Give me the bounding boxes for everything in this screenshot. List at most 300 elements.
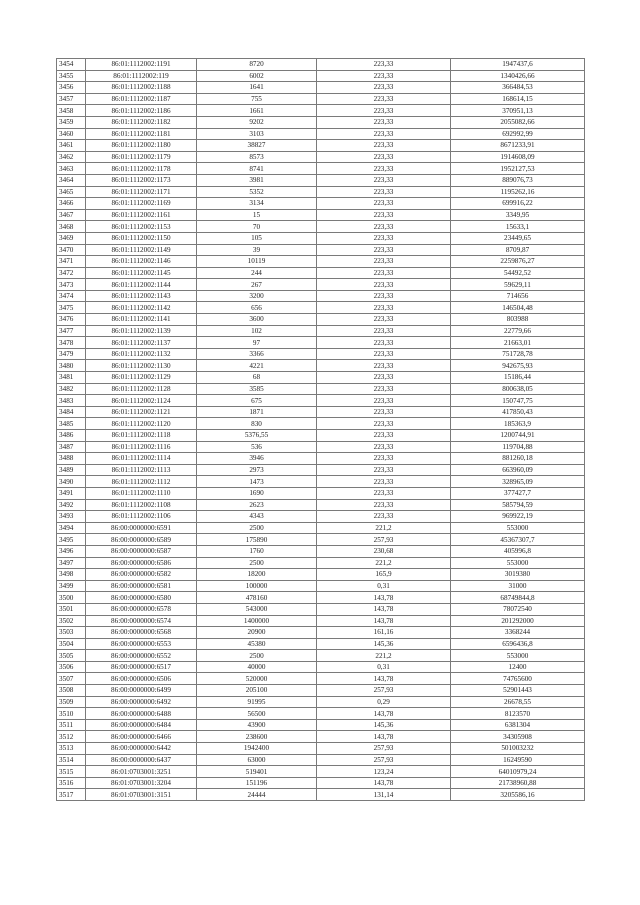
value-cell: 3349,95 [451,209,585,221]
area-cell: 3200 [197,290,317,302]
area-cell: 1661 [197,105,317,117]
table-row [57,580,585,592]
row-number-cell: 3469 [57,232,86,244]
rate-cell: 223,33 [317,209,451,221]
row-number-cell: 3493 [57,511,86,523]
cadastral-number-cell: 86:01:0703001:3151 [86,789,197,801]
cadastral-number-cell: 86:01:1112002:1121 [86,406,197,418]
value-cell: 366484,53 [451,82,585,94]
rate-cell: 221,2 [317,557,451,569]
table-row [57,198,585,210]
cadastral-number-cell: 86:00:0000000:6591 [86,522,197,534]
rate-cell: 143,78 [317,615,451,627]
area-cell: 100000 [197,580,317,592]
table-row [57,256,585,268]
table-row [57,337,585,349]
value-cell: 8709,87 [451,244,585,256]
cadastral-number-cell: 86:01:1112002:1171 [86,186,197,198]
cadastral-number-cell: 86:01:1112002:1161 [86,209,197,221]
table-row [57,163,585,175]
area-cell: 3366 [197,348,317,360]
area-cell: 478160 [197,592,317,604]
value-cell: 59629,11 [451,279,585,291]
rate-cell: 221,2 [317,650,451,662]
area-cell: 2500 [197,650,317,662]
table-row [57,603,585,615]
cadastral-number-cell: 86:01:1112002:1143 [86,290,197,302]
rate-cell: 223,33 [317,140,451,152]
cadastral-number-cell: 86:01:1112002:1141 [86,314,197,326]
cadastral-number-cell: 86:01:1112002:1188 [86,82,197,94]
value-cell: 699916,22 [451,198,585,210]
cadastral-number-cell: 86:00:0000000:6437 [86,754,197,766]
table-row [57,650,585,662]
rate-cell: 143,78 [317,673,451,685]
table-row [57,395,585,407]
area-cell: 56500 [197,708,317,720]
rate-cell: 223,33 [317,70,451,82]
area-cell: 43900 [197,719,317,731]
table-row [57,441,585,453]
row-number-cell: 3454 [57,59,86,71]
area-cell: 3600 [197,314,317,326]
value-cell: 881260,18 [451,453,585,465]
value-cell: 942675,93 [451,360,585,372]
cadastral-value-table [56,58,585,801]
table-row [57,186,585,198]
row-number-cell: 3492 [57,499,86,511]
value-cell: 1952127,53 [451,163,585,175]
value-cell: 6596436,8 [451,638,585,650]
rate-cell: 221,2 [317,522,451,534]
cadastral-number-cell: 86:01:1112002:1179 [86,151,197,163]
rate-cell: 143,78 [317,777,451,789]
cadastral-number-cell: 86:00:0000000:6578 [86,603,197,615]
cadastral-number-cell: 86:00:0000000:6442 [86,743,197,755]
rate-cell: 223,33 [317,430,451,442]
area-cell: 5352 [197,186,317,198]
area-cell: 1760 [197,545,317,557]
rate-cell: 223,33 [317,476,451,488]
table-row [57,487,585,499]
rate-cell: 223,33 [317,499,451,511]
cadastral-number-cell: 86:01:1112002:1130 [86,360,197,372]
table-row [57,406,585,418]
rate-cell: 223,33 [317,267,451,279]
area-cell: 3981 [197,174,317,186]
rate-cell: 257,93 [317,754,451,766]
area-cell: 3134 [197,198,317,210]
area-cell: 1871 [197,406,317,418]
table-row [57,615,585,627]
area-cell: 24444 [197,789,317,801]
row-number-cell: 3476 [57,314,86,326]
cadastral-number-cell: 86:00:0000000:6552 [86,650,197,662]
value-cell: 714656 [451,290,585,302]
table-row [57,430,585,442]
cadastral-number-cell: 86:01:1112002:1128 [86,383,197,395]
cadastral-number-cell: 86:01:1112002:1182 [86,116,197,128]
value-cell: 16249590 [451,754,585,766]
cadastral-number-cell: 86:01:1112002:1178 [86,163,197,175]
rate-cell: 223,33 [317,325,451,337]
value-cell: 377427,7 [451,487,585,499]
row-number-cell: 3491 [57,487,86,499]
value-cell: 8671233,91 [451,140,585,152]
cadastral-number-cell: 86:00:0000000:6582 [86,569,197,581]
value-cell: 74765600 [451,673,585,685]
area-cell: 91995 [197,696,317,708]
value-cell: 22779,66 [451,325,585,337]
table-row [57,116,585,128]
area-cell: 175890 [197,534,317,546]
table-row [57,279,585,291]
rate-cell: 223,33 [317,372,451,384]
area-cell: 1473 [197,476,317,488]
row-number-cell: 3471 [57,256,86,268]
rate-cell: 131,14 [317,789,451,801]
value-cell: 751728,78 [451,348,585,360]
row-number-cell: 3463 [57,163,86,175]
area-cell: 102 [197,325,317,337]
rate-cell: 223,33 [317,406,451,418]
rate-cell: 230,68 [317,545,451,557]
rate-cell: 257,93 [317,685,451,697]
table-row [57,360,585,372]
table-row [57,569,585,581]
value-cell: 21663,01 [451,337,585,349]
rate-cell: 143,78 [317,603,451,615]
cadastral-number-cell: 86:01:0703001:3204 [86,777,197,789]
area-cell: 3946 [197,453,317,465]
row-number-cell: 3483 [57,395,86,407]
value-cell: 1195262,16 [451,186,585,198]
area-cell: 2500 [197,557,317,569]
area-cell: 8741 [197,163,317,175]
rate-cell: 223,33 [317,360,451,372]
table-row [57,708,585,720]
area-cell: 244 [197,267,317,279]
cadastral-number-cell: 86:01:1112002:1186 [86,105,197,117]
table-row [57,534,585,546]
value-cell: 150747,75 [451,395,585,407]
area-cell: 238600 [197,731,317,743]
rate-cell: 161,16 [317,627,451,639]
row-number-cell: 3468 [57,221,86,233]
value-cell: 1914608,09 [451,151,585,163]
row-number-cell: 3480 [57,360,86,372]
value-cell: 31000 [451,580,585,592]
value-cell: 1340426,66 [451,70,585,82]
value-cell: 553000 [451,557,585,569]
area-cell: 519401 [197,766,317,778]
value-cell: 585794,59 [451,499,585,511]
row-number-cell: 3467 [57,209,86,221]
table-row [57,777,585,789]
value-cell: 800638,05 [451,383,585,395]
value-cell: 370951,13 [451,105,585,117]
table-row [57,685,585,697]
row-number-cell: 3477 [57,325,86,337]
row-number-cell: 3458 [57,105,86,117]
rate-cell: 257,93 [317,743,451,755]
row-number-cell: 3455 [57,70,86,82]
rate-cell: 223,33 [317,105,451,117]
cadastral-number-cell: 86:00:0000000:6553 [86,638,197,650]
rate-cell: 223,33 [317,244,451,256]
cadastral-number-cell: 86:01:1112002:1112 [86,476,197,488]
cadastral-number-cell: 86:00:0000000:6499 [86,685,197,697]
row-number-cell: 3499 [57,580,86,592]
rate-cell: 123,24 [317,766,451,778]
cadastral-number-cell: 86:01:1112002:1113 [86,464,197,476]
row-number-cell: 3494 [57,522,86,534]
row-number-cell: 3457 [57,93,86,105]
value-cell: 8123570 [451,708,585,720]
area-cell: 40000 [197,661,317,673]
rate-cell: 223,33 [317,221,451,233]
area-cell: 267 [197,279,317,291]
rate-cell: 145,36 [317,719,451,731]
value-cell: 803988 [451,314,585,326]
rate-cell: 223,33 [317,464,451,476]
value-cell: 54492,52 [451,267,585,279]
area-cell: 520000 [197,673,317,685]
row-number-cell: 3470 [57,244,86,256]
table-row [57,348,585,360]
rate-cell: 223,33 [317,59,451,71]
area-cell: 2623 [197,499,317,511]
area-cell: 45380 [197,638,317,650]
row-number-cell: 3484 [57,406,86,418]
rate-cell: 223,33 [317,337,451,349]
cadastral-number-cell: 86:01:1112002:1108 [86,499,197,511]
row-number-cell: 3517 [57,789,86,801]
area-cell: 1400000 [197,615,317,627]
cadastral-number-cell: 86:00:0000000:6492 [86,696,197,708]
table-row [57,151,585,163]
cadastral-number-cell: 86:01:1112002:1124 [86,395,197,407]
area-cell: 97 [197,337,317,349]
cadastral-number-cell: 86:01:1112002:1153 [86,221,197,233]
value-cell: 119704,88 [451,441,585,453]
row-number-cell: 3507 [57,673,86,685]
row-number-cell: 3479 [57,348,86,360]
rate-cell: 223,33 [317,174,451,186]
cadastral-number-cell: 86:01:1112002:1118 [86,430,197,442]
value-cell: 45367307,7 [451,534,585,546]
area-cell: 1942400 [197,743,317,755]
cadastral-number-cell: 86:00:0000000:6488 [86,708,197,720]
area-cell: 543000 [197,603,317,615]
area-cell: 70 [197,221,317,233]
row-number-cell: 3506 [57,661,86,673]
rate-cell: 223,33 [317,163,451,175]
area-cell: 63000 [197,754,317,766]
rate-cell: 223,33 [317,511,451,523]
table-row [57,105,585,117]
table-row [57,499,585,511]
row-number-cell: 3514 [57,754,86,766]
area-cell: 38827 [197,140,317,152]
row-number-cell: 3485 [57,418,86,430]
row-number-cell: 3502 [57,615,86,627]
cadastral-number-cell: 86:01:1112002:1150 [86,232,197,244]
rate-cell: 223,33 [317,302,451,314]
area-cell: 151196 [197,777,317,789]
area-cell: 2973 [197,464,317,476]
value-cell: 663960,09 [451,464,585,476]
row-number-cell: 3496 [57,545,86,557]
cadastral-number-cell: 86:01:0703001:3251 [86,766,197,778]
value-cell: 3019380 [451,569,585,581]
rate-cell: 223,33 [317,232,451,244]
cadastral-number-cell: 86:01:1112002:1191 [86,59,197,71]
row-number-cell: 3498 [57,569,86,581]
row-number-cell: 3466 [57,198,86,210]
value-cell: 52901443 [451,685,585,697]
table-row [57,661,585,673]
table-row [57,592,585,604]
cadastral-number-cell: 86:01:1112002:1149 [86,244,197,256]
rate-cell: 0,31 [317,661,451,673]
table-row [57,174,585,186]
row-number-cell: 3472 [57,267,86,279]
row-number-cell: 3464 [57,174,86,186]
table-row [57,244,585,256]
value-cell: 1200744,91 [451,430,585,442]
cadastral-number-cell: 86:01:1112002:119 [86,70,197,82]
value-cell: 26678,55 [451,696,585,708]
row-number-cell: 3487 [57,441,86,453]
area-cell: 3585 [197,383,317,395]
area-cell: 1641 [197,82,317,94]
rate-cell: 223,33 [317,418,451,430]
cadastral-number-cell: 86:01:1112002:1142 [86,302,197,314]
table-row [57,557,585,569]
row-number-cell: 3481 [57,372,86,384]
value-cell: 12400 [451,661,585,673]
table-row [57,232,585,244]
row-number-cell: 3460 [57,128,86,140]
cadastral-number-cell: 86:01:1112002:1139 [86,325,197,337]
row-number-cell: 3473 [57,279,86,291]
area-cell: 755 [197,93,317,105]
value-cell: 553000 [451,522,585,534]
rate-cell: 257,93 [317,534,451,546]
rate-cell: 223,33 [317,314,451,326]
area-cell: 4343 [197,511,317,523]
value-cell: 78072540 [451,603,585,615]
cadastral-number-cell: 86:01:1112002:1180 [86,140,197,152]
value-cell: 501003232 [451,743,585,755]
table-row [57,719,585,731]
table-row [57,93,585,105]
value-cell: 146504,48 [451,302,585,314]
area-cell: 4221 [197,360,317,372]
row-number-cell: 3486 [57,430,86,442]
row-number-cell: 3509 [57,696,86,708]
table-row [57,464,585,476]
value-cell: 68749844,8 [451,592,585,604]
rate-cell: 143,78 [317,708,451,720]
rate-cell: 223,33 [317,198,451,210]
row-number-cell: 3513 [57,743,86,755]
rate-cell: 143,78 [317,731,451,743]
area-cell: 8573 [197,151,317,163]
row-number-cell: 3512 [57,731,86,743]
table-row [57,453,585,465]
value-cell: 168614,15 [451,93,585,105]
cadastral-number-cell: 86:01:1112002:1106 [86,511,197,523]
row-number-cell: 3495 [57,534,86,546]
rate-cell: 223,33 [317,151,451,163]
value-cell: 34305908 [451,731,585,743]
row-number-cell: 3478 [57,337,86,349]
area-cell: 68 [197,372,317,384]
table-row [57,766,585,778]
area-cell: 39 [197,244,317,256]
area-cell: 8720 [197,59,317,71]
rate-cell: 223,33 [317,93,451,105]
rate-cell: 143,78 [317,592,451,604]
cadastral-number-cell: 86:01:1112002:1146 [86,256,197,268]
cadastral-number-cell: 86:01:1112002:1132 [86,348,197,360]
rate-cell: 223,33 [317,186,451,198]
cadastral-number-cell: 86:00:0000000:6484 [86,719,197,731]
rate-cell: 223,33 [317,82,451,94]
cadastral-number-cell: 86:00:0000000:6580 [86,592,197,604]
value-cell: 21738960,88 [451,777,585,789]
value-cell: 3205586,16 [451,789,585,801]
area-cell: 205100 [197,685,317,697]
table-body [57,59,585,801]
area-cell: 1690 [197,487,317,499]
table-row [57,673,585,685]
value-cell: 201292000 [451,615,585,627]
cadastral-number-cell: 86:01:1112002:1137 [86,337,197,349]
row-number-cell: 3497 [57,557,86,569]
row-number-cell: 3459 [57,116,86,128]
cadastral-number-cell: 86:01:1112002:1144 [86,279,197,291]
area-cell: 18200 [197,569,317,581]
table-row [57,267,585,279]
row-number-cell: 3462 [57,151,86,163]
row-number-cell: 3482 [57,383,86,395]
row-number-cell: 3475 [57,302,86,314]
table-row [57,418,585,430]
rate-cell: 223,33 [317,453,451,465]
row-number-cell: 3516 [57,777,86,789]
area-cell: 10119 [197,256,317,268]
rate-cell: 223,33 [317,395,451,407]
table-row [57,696,585,708]
value-cell: 889076,73 [451,174,585,186]
cadastral-number-cell: 86:00:0000000:6587 [86,545,197,557]
cadastral-number-cell: 86:01:1112002:1187 [86,93,197,105]
rate-cell: 223,33 [317,487,451,499]
rate-cell: 223,33 [317,348,451,360]
cadastral-number-cell: 86:00:0000000:6466 [86,731,197,743]
cadastral-number-cell: 86:01:1112002:1145 [86,267,197,279]
rate-cell: 223,33 [317,383,451,395]
table-row [57,209,585,221]
cadastral-number-cell: 86:01:1112002:1120 [86,418,197,430]
table-row [57,545,585,557]
area-cell: 675 [197,395,317,407]
cadastral-number-cell: 86:01:1112002:1181 [86,128,197,140]
rate-cell: 0,31 [317,580,451,592]
